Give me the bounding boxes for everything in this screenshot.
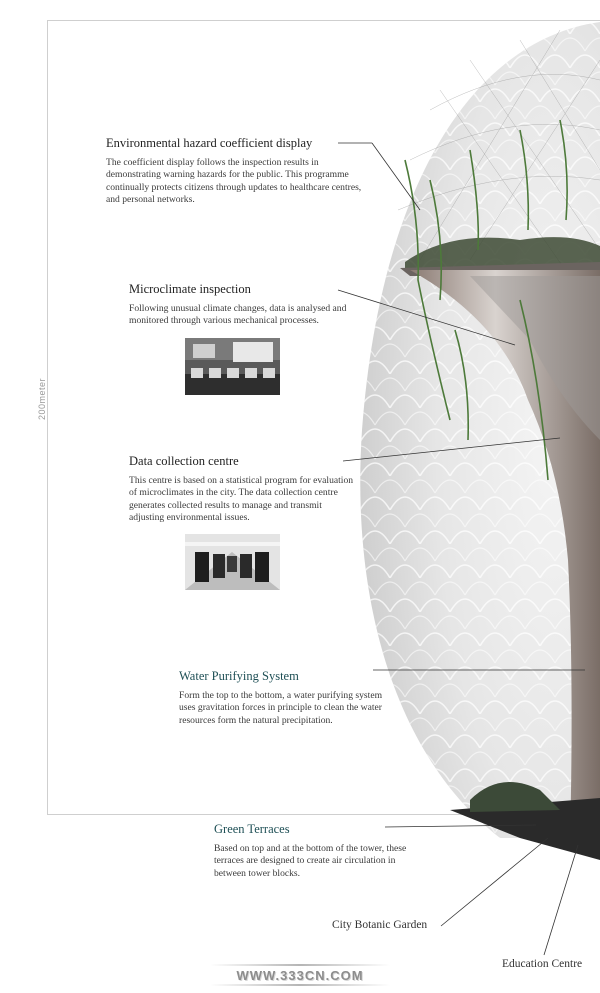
watermark-text: WWW.333CN.COM xyxy=(236,967,364,983)
callout-hazard-display xyxy=(106,136,362,206)
callout-microclimate xyxy=(129,282,354,328)
callout-text: Based on top and at the bottom of the tower, these terraces are designed to create air circulation in between tower blocks. xyxy=(214,843,407,879)
callout-title: Water Purifying System xyxy=(179,669,299,683)
server-room-image xyxy=(185,534,280,590)
callout-title: Environmental hazard coefficient display xyxy=(106,136,313,150)
callout-title: Green Terraces xyxy=(214,822,290,836)
callout-title: Microclimate inspection xyxy=(129,282,251,296)
label-education-centre: Education Centre xyxy=(502,958,583,970)
callout-text: This centre is based on a statistical program for evaluation of microclimates in the city. The data collection centre generates collected results to manage and transmit adjusting environmental issues. xyxy=(129,475,354,523)
callout-text: Form the top to the bottom, a water purifying system uses gravitation forces in principle to clean the water resources form the natural precipitation. xyxy=(179,690,383,726)
callout-water-purifying xyxy=(179,669,399,727)
monitoring-room-image xyxy=(185,338,280,395)
callout-text: Following unusual climate changes, data is analysed and monitored through various mechanical processes. xyxy=(129,303,347,327)
callout-title: Data collection centre xyxy=(129,454,239,468)
label-city-botanic-garden: City Botanic Garden xyxy=(332,919,428,931)
callout-data-centre xyxy=(129,454,357,524)
watermark xyxy=(210,960,390,990)
callout-green-terraces xyxy=(214,822,424,880)
callout-text: The coefficient display follows the inspection results in demonstrating warning hazards for the public. This programme continually protects citizens through updates to healthcare centres, and personal networks. xyxy=(106,157,362,205)
scale-label: 200meter xyxy=(37,377,47,420)
